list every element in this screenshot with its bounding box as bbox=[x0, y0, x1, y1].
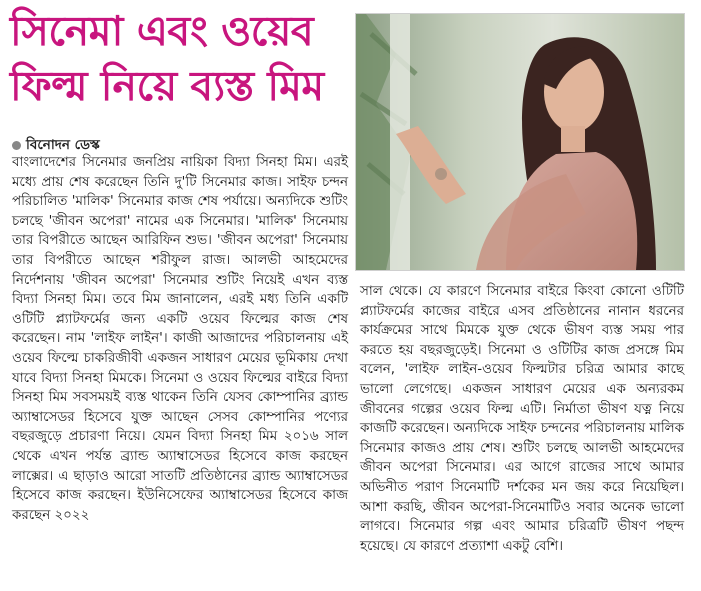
byline-text: বিনোদন ডেস্ক bbox=[26, 137, 100, 153]
headline-line-2: ফিল্ম নিয়ে ব্যস্ত মিম bbox=[10, 62, 324, 110]
article-body-part-1: বাংলাদেশের সিনেমার জনপ্রিয় নায়িকা বিদ্যা সিনহা মিম। এরই মধ্যে প্রায় শেষ করেছেন তিনি দু'টি সিনেমার কাজ। সাইফ চন্দন পরিচালিত 'মালিক' সিনেমার কাজ শেষ পর্যায়ে। অন্যদিকে শুটিং চলছে 'জীবন অপেরা' নামের এক সিনেমার। 'মালিক' সিনেমায় তার বিপরীতে আছেন আরিফিন শুভ। 'জীবন অপেরা' সিনেমায় তার বিপরীতে আছেন শরীফুল রাজ। আলভী আহমেদের নির্দেশনায় 'জীবন অপেরা' সিনেমার শুটিং নিয়েই এখন ব্যস্ত বিদ্যা সিনহা মিম। তবে মিম জানালেন, এরই মধ্য তিনি একটি ওটিটি প্ল্যাটফর্মের জন্য একটি ওয়েব ফিল্মের কাজ শেষ করেছেন। নাম 'লাইফ লাইন'। কাজী আজাদের পরিচালনায় এই ওয়েব ফিল্মে চাকরিজীবী একজন সাধারণ মেয়ের ভূমিকায় দেখা যাবে বিদ্যা সিনহা মিমকে। সিনেমা ও ওয়েব ফিল্মের বাইরে বিদ্যা সিনহা মিম সবসময়ই ব্যস্ত থাকেন তিনি যেসব কোম্পানির ব্র্যান্ড অ্যাম্বাসেডর হিসেবে যুক্ত আছেন সেসব কোম্পানির পণ্যের বছরজুড়ে প্রচারণা নিয়ে। যেমন বিদ্যা সিনহা মিম ২০১৬ সাল থেকে এখন পর্যন্ত ব্র্যান্ড অ্যাম্বাসেডর হিসেবে কাজ করছেন লাক্সের। এ ছাড়াও আরো সাতটি প্রতিষ্ঠানের ব্র্যান্ড অ্যাম্বাসেডর হিসেবে কাজ করছেন। ইউনিসেফের অ্যাম্বাসেডর হিসেবে কাজ করছেন ২০২২ bbox=[12, 155, 348, 523]
article-column-1 bbox=[12, 153, 348, 525]
bullet-icon bbox=[12, 141, 21, 150]
headline-line-1: সিনেমা এবং ওয়েব bbox=[10, 7, 314, 55]
photo-illustration bbox=[356, 14, 684, 270]
article-body-part-2: সাল থেকে। যে কারণে সিনেমার বাইরে কিংবা কোনো ওটিটি প্ল্যাটফর্মের কাজের বাইরে এসব প্রতিষ্ঠানের নানান ধরনের কার্যক্রমের সাথে মিমকে যুক্ত থেকে ভীষণ ব্যস্ত সময় পার করতে হয় বছরজুড়েই। সিনেমা ও ওটিটির কাজ প্রসঙ্গে মিম বলেন, 'লাইফ লাইন-ওয়েব ফিল্মটার চরিত্র আমার কাছে ভালো লেগেছে। একজন সাধারণ মেয়ের এক অন্যরকম জীবনের গল্পের ওয়েব ফিল্ম এটি। নির্মাতা ভীষণ যত্ন নিয়ে কাজটি করেছেন। অন্যদিকে সাইফ চন্দনের পরিচালনায় মালিক সিনেমার কাজও প্রায় শেষ। শুটিং চলছে আলভী আহমেদের জীবন অপেরা সিনেমার। এর আগে রাজের সাথে আমার অভিনীত পরাণ সিনেমাটি দর্শকের মন জয় করে নিয়েছিল। আশা করছি, জীবন অপেরা-সিনেমাটিও সবার অনেক ভালো লাগবে। সিনেমার গল্প এবং আমার চরিত্রটি ভীষণ পছন্দ হয়েছে। যে কারণে প্রত্যাশা একটু বেশি। bbox=[360, 284, 684, 554]
article-column-2 bbox=[360, 282, 684, 556]
actress-photo bbox=[355, 13, 685, 271]
headline bbox=[10, 4, 350, 114]
